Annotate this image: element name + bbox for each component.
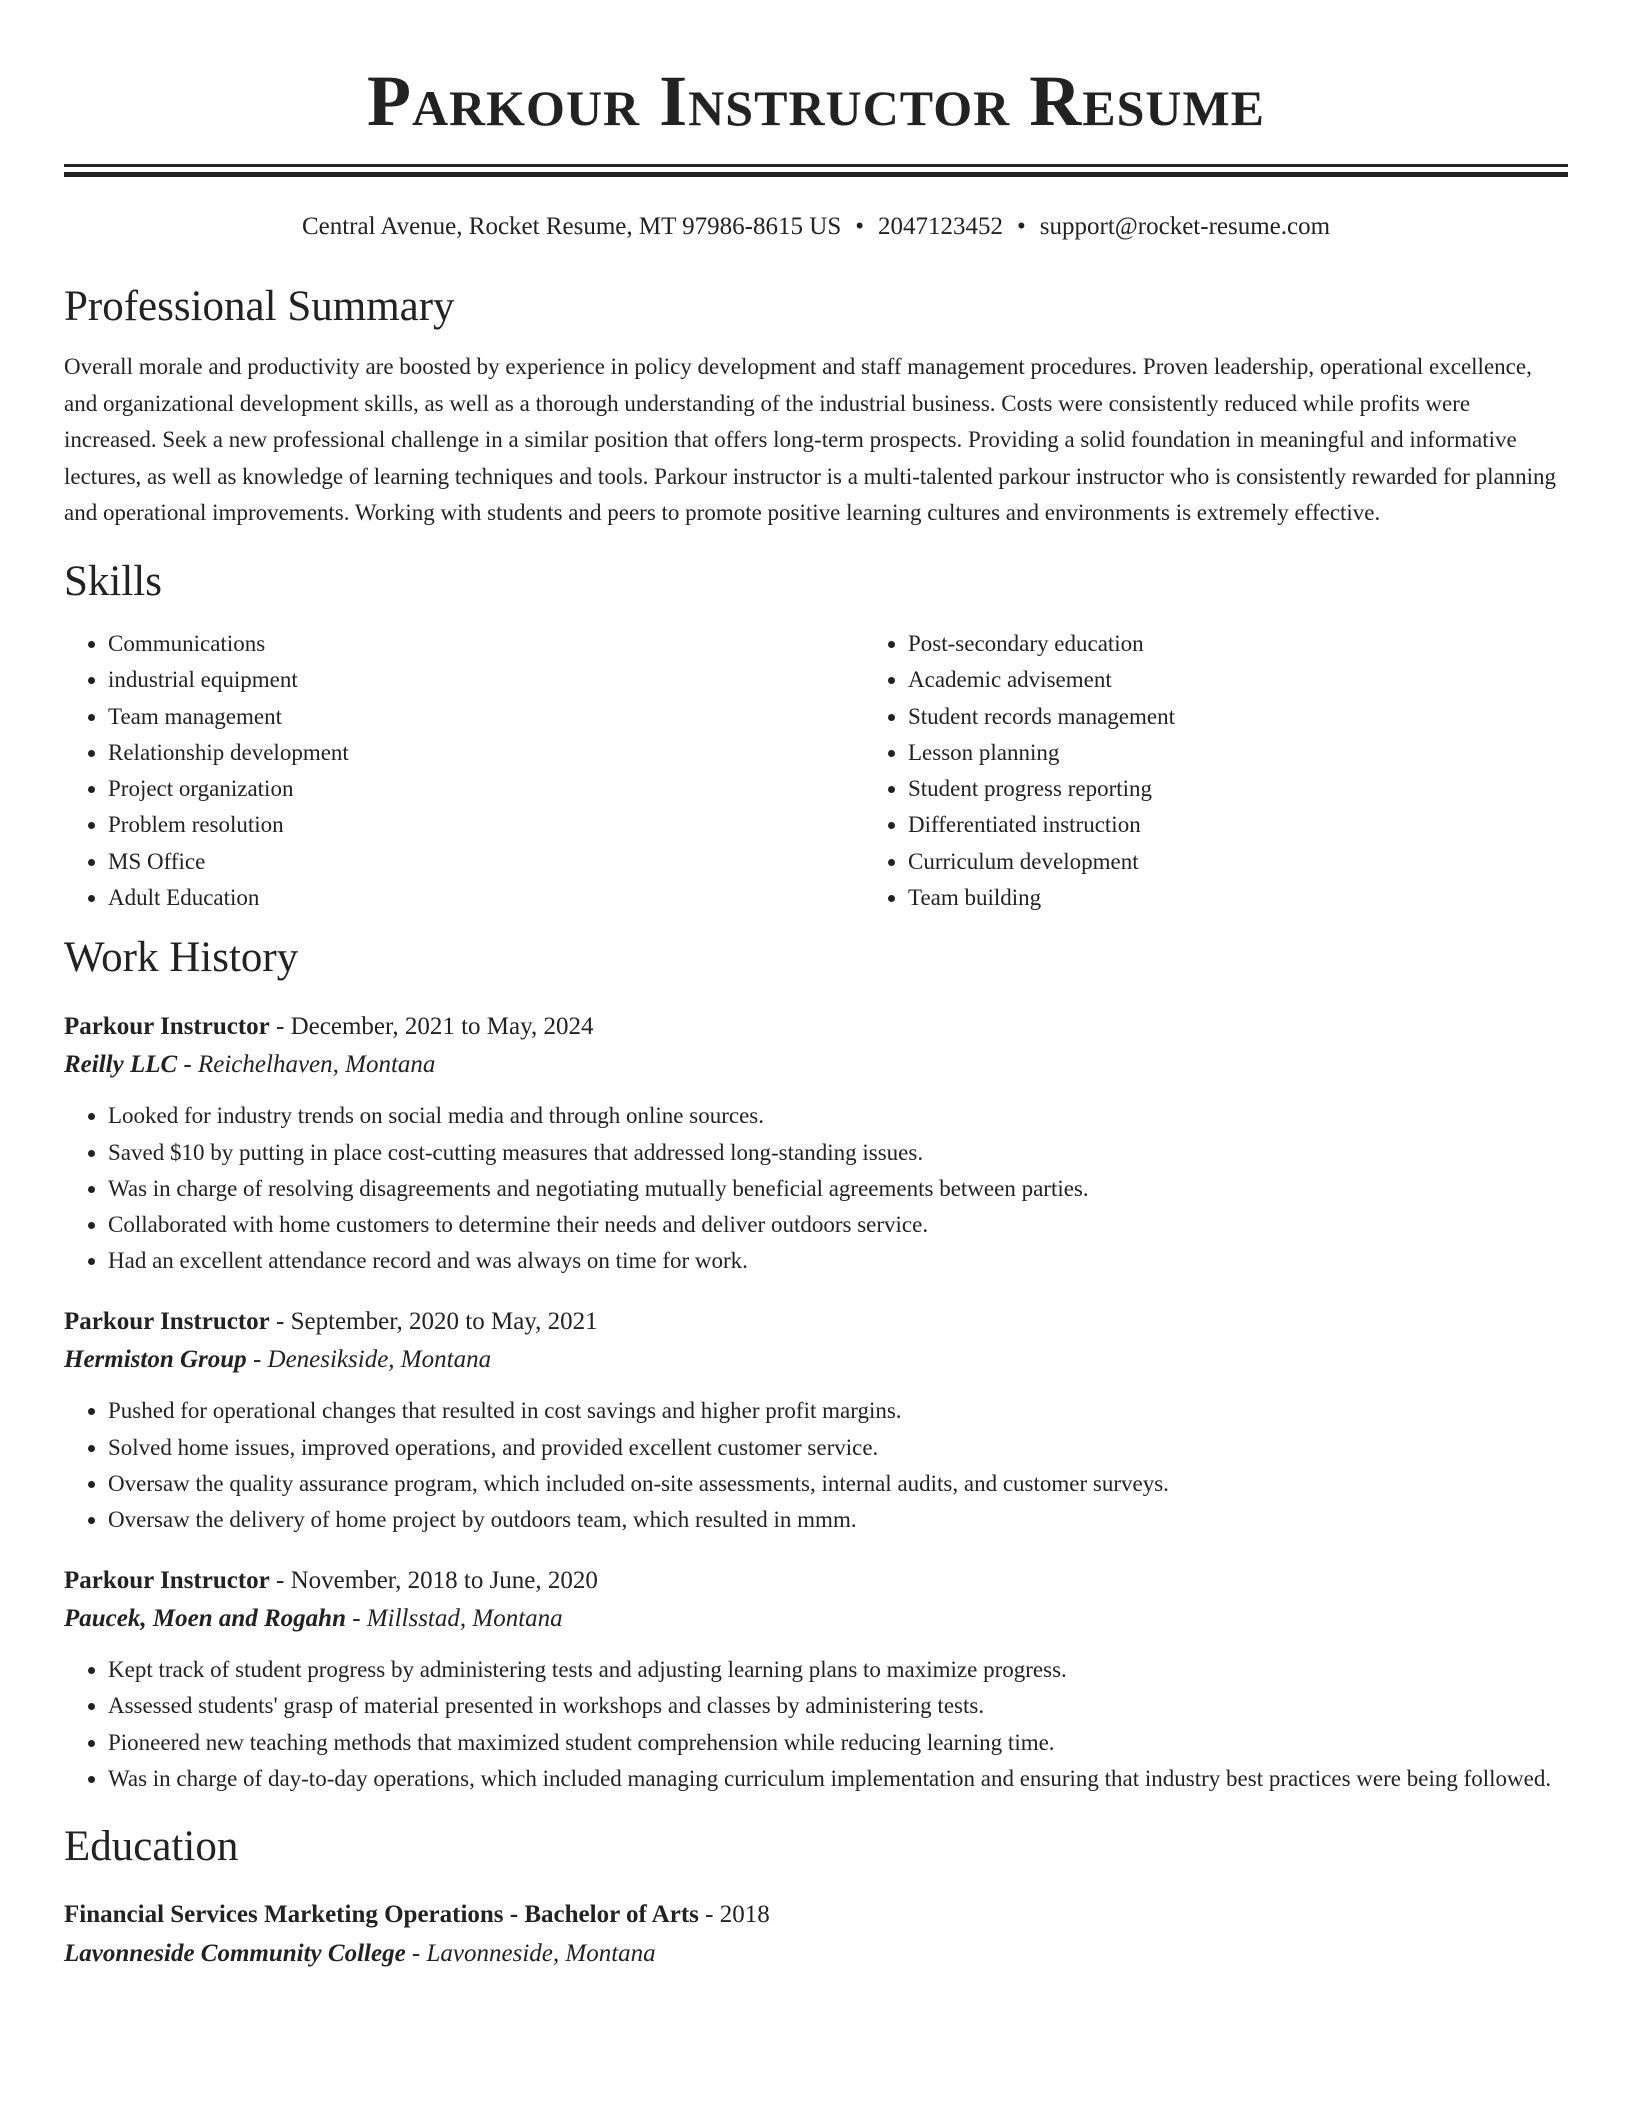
education-degree: Financial Services Marketing Operations - Bachelor of Arts	[64, 1900, 699, 1928]
education-degree-line	[64, 1895, 1568, 1934]
job-location: - Reichelhaven, Montana	[177, 1051, 436, 1079]
job-bullet: • Was in charge of resolving disagreements and negotiating mutually beneficial agreements between parties.	[108, 1171, 1568, 1207]
job-company: Reilly LLC	[64, 1051, 178, 1079]
job-bullet: • Pioneered new teaching methods that maximized student comprehension while reducing learning time.	[108, 1725, 1568, 1761]
skill-item: • Communications	[108, 626, 808, 662]
job-bullets	[64, 1098, 1568, 1279]
skill-item: • Curriculum development	[908, 844, 1508, 880]
skills-column-left	[64, 626, 808, 916]
job-bullets	[64, 1652, 1568, 1797]
job-bullet: • Oversaw the quality assurance program, which included on-site assessments, internal audits, and customer surveys.	[108, 1466, 1568, 1502]
skill-item: • Adult Education	[108, 880, 808, 916]
job-bullet: • Saved $10 by putting in place cost-cutting measures that addressed long-standing issues.	[108, 1135, 1568, 1171]
contact-phone: 2047123452	[878, 213, 1003, 240]
title-divider	[64, 164, 1568, 177]
job-bullet: • Solved home issues, improved operations, and provided excellent customer service.	[108, 1430, 1568, 1466]
contact-line	[64, 211, 1568, 243]
skill-item: • Differentiated instruction	[908, 807, 1508, 843]
job-dates: - September, 2020 to May, 2021	[269, 1308, 598, 1336]
education-school-line	[64, 1934, 1568, 1973]
education-entry	[64, 1895, 1568, 1973]
skills-list	[64, 626, 1568, 916]
work-history-heading: Work History	[64, 934, 299, 982]
contact-address: Central Avenue, Rocket Resume, MT 97986-8615 US	[301, 213, 842, 240]
education-school: Lavonneside Community College	[64, 1939, 406, 1967]
job-entry	[64, 1008, 1568, 1279]
skill-item: • industrial equipment	[108, 662, 808, 698]
job-entry	[64, 1562, 1568, 1797]
job-header	[64, 1303, 1568, 1341]
education-year: - 2018	[698, 1900, 770, 1928]
job-bullet: • Had an excellent attendance record and was always on time for work.	[108, 1243, 1568, 1279]
job-bullet: • Collaborated with home customers to determine their needs and deliver outdoors service.	[108, 1207, 1568, 1243]
job-dates: - December, 2021 to May, 2024	[269, 1013, 594, 1041]
job-header	[64, 1562, 1568, 1600]
job-company-line	[64, 1341, 1568, 1379]
contact-email: support@rocket-resume.com	[1039, 213, 1331, 240]
skill-item: • Student progress reporting	[908, 771, 1508, 807]
skills-heading: Skills	[64, 557, 162, 605]
job-title: Parkour Instructor	[64, 1308, 270, 1336]
job-bullet: • Kept track of student progress by administering tests and adjusting learning plans to maximize progress.	[108, 1652, 1568, 1688]
resume-title: Parkour Instructor Resume	[366, 61, 1266, 141]
job-company-line	[64, 1600, 1568, 1638]
education-location: - Lavonneside, Montana	[405, 1939, 656, 1967]
job-company: Hermiston Group	[64, 1346, 247, 1374]
skill-item: • MS Office	[108, 844, 808, 880]
contact-separator: •	[1017, 213, 1026, 240]
skill-item: • Lesson planning	[908, 735, 1508, 771]
skill-item: • Relationship development	[108, 735, 808, 771]
skill-item: • Team building	[908, 880, 1508, 916]
job-bullet: • Oversaw the delivery of home project by outdoors team, which resulted in mmm.	[108, 1502, 1568, 1538]
job-location: - Denesikside, Montana	[246, 1346, 492, 1374]
summary-heading: Professional Summary	[64, 283, 455, 330]
job-title: Parkour Instructor	[64, 1567, 270, 1595]
job-entry	[64, 1303, 1568, 1538]
job-bullet: • Looked for industry trends on social media and through online sources.	[108, 1098, 1568, 1134]
skills-column-right	[808, 626, 1508, 916]
education-heading: Education	[64, 1822, 239, 1870]
skill-item: • Academic advisement	[908, 662, 1508, 698]
job-location: - Millsstad, Montana	[345, 1605, 563, 1633]
contact-separator: •	[855, 213, 864, 240]
job-company-line	[64, 1046, 1568, 1084]
job-bullet: • Assessed students' grasp of material presented in workshops and classes by administering tests.	[108, 1688, 1568, 1724]
job-company: Paucek, Moen and Rogahn	[64, 1605, 346, 1633]
summary-text: Overall morale and productivity are boosted by experience in policy development and staff management procedures. Proven leadership, operational excellence, and organizational development skills, as well as a thorough understanding of the industrial business. Costs were consistently reduced while profits were increased. Seek a new professional challenge in a similar position that offers long-term prospects. Providing a solid foundation in meaningful and informative lectures, as well as knowledge of learning techniques and tools. Parkour instructor is a multi-talented parkour instructor who is consistently rewarded for planning and operational improvements. Working with students and peers to promote positive learning cultures and environments is extremely effective.	[64, 354, 1557, 526]
job-bullet: • Pushed for operational changes that resulted in cost savings and higher profit margins.	[108, 1393, 1568, 1429]
skill-item: • Post-secondary education	[908, 626, 1508, 662]
skill-item: • Project organization	[108, 771, 808, 807]
job-dates: - November, 2018 to June, 2020	[269, 1567, 598, 1595]
job-header	[64, 1008, 1568, 1046]
job-bullets	[64, 1393, 1568, 1538]
job-bullet: • Was in charge of day-to-day operations, which included managing curriculum implementation and ensuring that industry best practices were being followed.	[108, 1761, 1568, 1797]
skill-item: • Problem resolution	[108, 807, 808, 843]
skill-item: • Student records management	[908, 699, 1508, 735]
skill-item: • Team management	[108, 699, 808, 735]
job-title: Parkour Instructor	[64, 1013, 270, 1041]
